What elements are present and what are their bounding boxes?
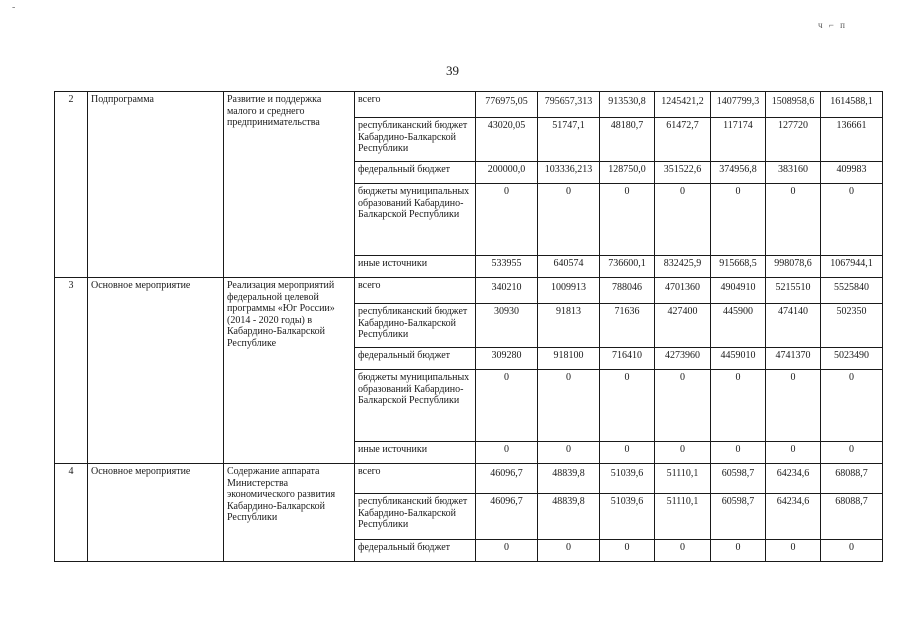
value-cell: 0 xyxy=(711,540,766,562)
value-cell: 0 xyxy=(538,370,600,442)
funding-source: федеральный бюджет xyxy=(355,540,476,562)
value-cell: 0 xyxy=(655,184,711,256)
handwritten-marks: ч ⌐ п xyxy=(818,20,847,30)
value-cell: 71636 xyxy=(600,304,655,348)
value-cell: 0 xyxy=(821,184,883,256)
value-cell: 0 xyxy=(655,540,711,562)
value-cell: 0 xyxy=(711,184,766,256)
value-cell: 136661 xyxy=(821,118,883,162)
value-cell: 4904910 xyxy=(711,278,766,304)
value-cell: 0 xyxy=(476,370,538,442)
value-cell: 0 xyxy=(600,184,655,256)
value-cell: 127720 xyxy=(766,118,821,162)
program-name: Содержание аппарата Министерства экономического развития Кабардино-Балкарской Республики xyxy=(224,464,355,562)
value-cell: 0 xyxy=(600,442,655,464)
value-cell: 0 xyxy=(821,370,883,442)
row-number: 4 xyxy=(55,464,88,562)
value-cell: 0 xyxy=(538,540,600,562)
value-cell: 0 xyxy=(766,184,821,256)
value-cell: 51039,6 xyxy=(600,494,655,540)
value-cell: 998078,6 xyxy=(766,256,821,278)
page-number: 39 xyxy=(446,63,459,78)
table-body xyxy=(55,92,883,562)
value-cell: 43020,05 xyxy=(476,118,538,162)
funding-source: бюджеты муниципальных образований Кабардино-Балкарской Республики xyxy=(355,370,476,442)
value-cell: 0 xyxy=(821,540,883,562)
value-cell: 0 xyxy=(766,370,821,442)
value-cell: 5215510 xyxy=(766,278,821,304)
value-cell: 48839,8 xyxy=(538,494,600,540)
budget-table xyxy=(54,91,883,562)
value-cell: 474140 xyxy=(766,304,821,348)
value-cell: 1614588,1 xyxy=(821,92,883,118)
program-type: Основное мероприятие xyxy=(88,464,224,562)
value-cell: 383160 xyxy=(766,162,821,184)
value-cell: 913530,8 xyxy=(600,92,655,118)
value-cell: 200000,0 xyxy=(476,162,538,184)
value-cell: 915668,5 xyxy=(711,256,766,278)
value-cell: 0 xyxy=(476,540,538,562)
corner-mark: - xyxy=(12,2,16,13)
program-name: Реализация мероприятий федеральной целевой программы «Юг России» (2014 - 2020 годы) в Кабардино-Балкарской Республике xyxy=(224,278,355,464)
value-cell: 48180,7 xyxy=(600,118,655,162)
value-cell: 30930 xyxy=(476,304,538,348)
value-cell: 533955 xyxy=(476,256,538,278)
value-cell: 60598,7 xyxy=(711,464,766,494)
value-cell: 91813 xyxy=(538,304,600,348)
value-cell: 64234,6 xyxy=(766,494,821,540)
value-cell: 640574 xyxy=(538,256,600,278)
table-row xyxy=(55,278,883,304)
value-cell: 445900 xyxy=(711,304,766,348)
funding-source: всего xyxy=(355,464,476,494)
value-cell: 795657,313 xyxy=(538,92,600,118)
funding-source: бюджеты муниципальных образований Кабардино-Балкарской Республики xyxy=(355,184,476,256)
program-type: Подпрограмма xyxy=(88,92,224,278)
value-cell: 117174 xyxy=(711,118,766,162)
funding-source: иные источники xyxy=(355,256,476,278)
value-cell: 0 xyxy=(538,184,600,256)
value-cell: 0 xyxy=(600,370,655,442)
value-cell: 0 xyxy=(655,442,711,464)
value-cell: 427400 xyxy=(655,304,711,348)
table-row xyxy=(55,92,883,118)
value-cell: 51110,1 xyxy=(655,494,711,540)
value-cell: 0 xyxy=(711,370,766,442)
value-cell: 502350 xyxy=(821,304,883,348)
table-row xyxy=(55,464,883,494)
value-cell: 4459010 xyxy=(711,348,766,370)
value-cell: 351522,6 xyxy=(655,162,711,184)
funding-source: всего xyxy=(355,92,476,118)
program-type: Основное мероприятие xyxy=(88,278,224,464)
value-cell: 309280 xyxy=(476,348,538,370)
value-cell: 68088,7 xyxy=(821,494,883,540)
funding-source: республиканский бюджет Кабардино-Балкарской Республики xyxy=(355,494,476,540)
row-number: 3 xyxy=(55,278,88,464)
value-cell: 0 xyxy=(821,442,883,464)
value-cell: 0 xyxy=(600,540,655,562)
value-cell: 788046 xyxy=(600,278,655,304)
funding-source: всего xyxy=(355,278,476,304)
value-cell: 128750,0 xyxy=(600,162,655,184)
value-cell: 832425,9 xyxy=(655,256,711,278)
program-name: Развитие и поддержка малого и среднего предпринимательства xyxy=(224,92,355,278)
value-cell: 0 xyxy=(655,370,711,442)
value-cell: 48839,8 xyxy=(538,464,600,494)
value-cell: 4741370 xyxy=(766,348,821,370)
value-cell: 46096,7 xyxy=(476,464,538,494)
value-cell: 0 xyxy=(766,442,821,464)
value-cell: 1067944,1 xyxy=(821,256,883,278)
value-cell: 4273960 xyxy=(655,348,711,370)
value-cell: 1245421,2 xyxy=(655,92,711,118)
value-cell: 918100 xyxy=(538,348,600,370)
value-cell: 51747,1 xyxy=(538,118,600,162)
value-cell: 0 xyxy=(538,442,600,464)
value-cell: 5525840 xyxy=(821,278,883,304)
value-cell: 4701360 xyxy=(655,278,711,304)
funding-source: федеральный бюджет xyxy=(355,348,476,370)
value-cell: 776975,05 xyxy=(476,92,538,118)
value-cell: 103336,213 xyxy=(538,162,600,184)
value-cell: 51110,1 xyxy=(655,464,711,494)
value-cell: 61472,7 xyxy=(655,118,711,162)
value-cell: 716410 xyxy=(600,348,655,370)
funding-source: республиканский бюджет Кабардино-Балкарской Республики xyxy=(355,118,476,162)
value-cell: 1508958,6 xyxy=(766,92,821,118)
value-cell: 374956,8 xyxy=(711,162,766,184)
value-cell: 68088,7 xyxy=(821,464,883,494)
value-cell: 64234,6 xyxy=(766,464,821,494)
value-cell: 1407799,3 xyxy=(711,92,766,118)
value-cell: 0 xyxy=(476,442,538,464)
value-cell: 1009913 xyxy=(538,278,600,304)
value-cell: 736600,1 xyxy=(600,256,655,278)
value-cell: 409983 xyxy=(821,162,883,184)
value-cell: 0 xyxy=(476,184,538,256)
value-cell: 0 xyxy=(766,540,821,562)
value-cell: 5023490 xyxy=(821,348,883,370)
funding-source: республиканский бюджет Кабардино-Балкарской Республики xyxy=(355,304,476,348)
value-cell: 46096,7 xyxy=(476,494,538,540)
value-cell: 0 xyxy=(711,442,766,464)
value-cell: 60598,7 xyxy=(711,494,766,540)
funding-source: федеральный бюджет xyxy=(355,162,476,184)
funding-source: иные источники xyxy=(355,442,476,464)
value-cell: 51039,6 xyxy=(600,464,655,494)
row-number: 2 xyxy=(55,92,88,278)
value-cell: 340210 xyxy=(476,278,538,304)
